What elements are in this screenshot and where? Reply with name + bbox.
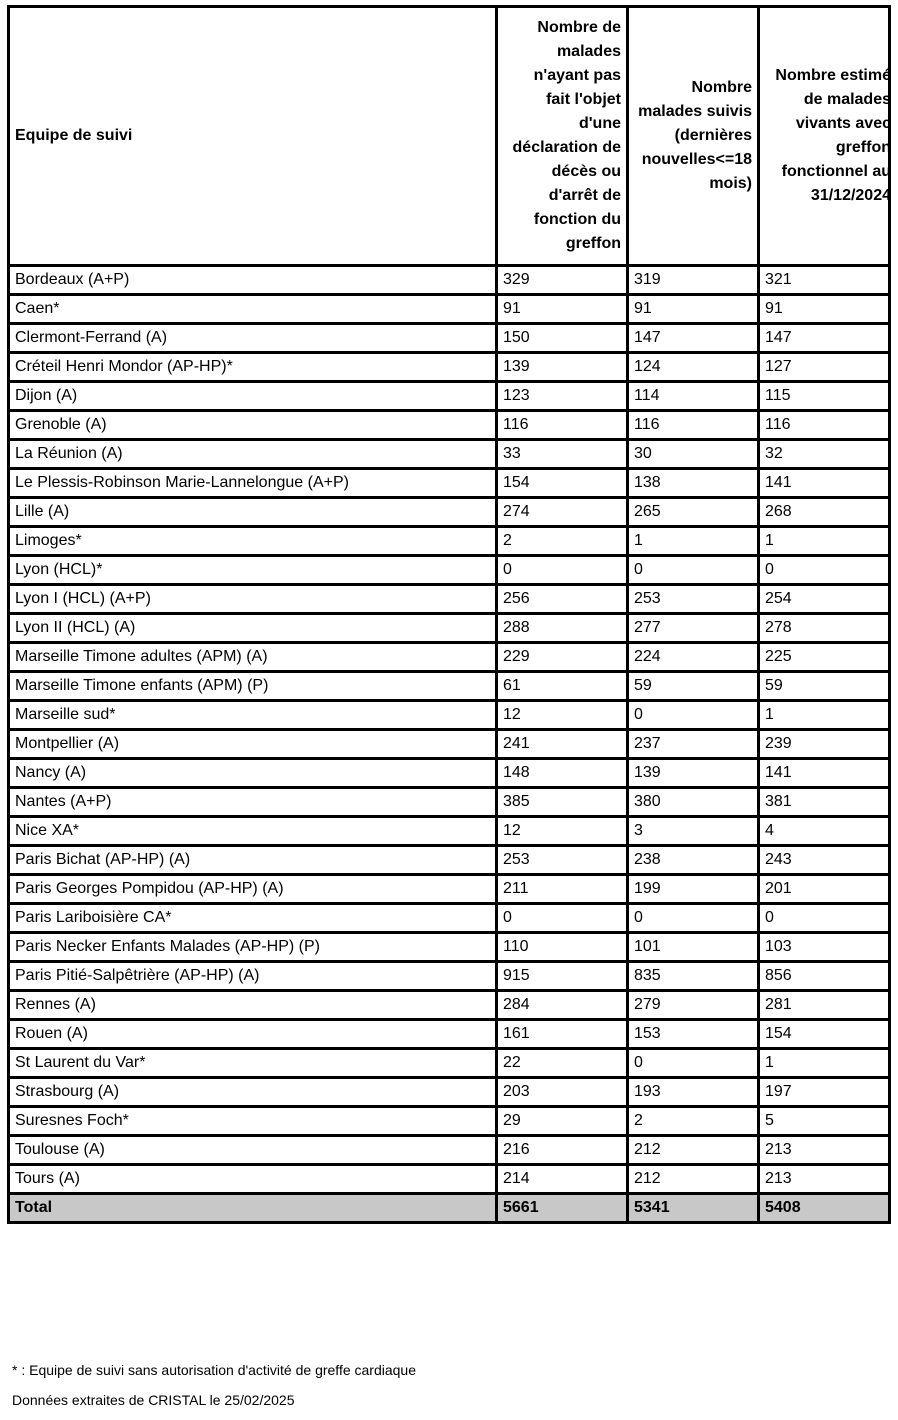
team-cell: Lyon II (HCL) (A) [9, 614, 497, 643]
col1-cell: 2 [497, 527, 628, 556]
col3-cell: 4 [759, 817, 890, 846]
table-row [9, 324, 890, 353]
table-row [9, 846, 890, 875]
header-team: Equipe de suivi [9, 7, 497, 266]
col1-cell: 154 [497, 469, 628, 498]
table-row [9, 701, 890, 730]
col1-cell: 161 [497, 1020, 628, 1049]
team-cell: Lille (A) [9, 498, 497, 527]
table-row [9, 788, 890, 817]
table-row [9, 1049, 890, 1078]
col3-cell: 116 [759, 411, 890, 440]
col1-cell: 110 [497, 933, 628, 962]
team-cell: Nancy (A) [9, 759, 497, 788]
table-row [9, 933, 890, 962]
col2-cell: 199 [628, 875, 759, 904]
col1-cell: 256 [497, 585, 628, 614]
col2-cell: 212 [628, 1165, 759, 1194]
table-row [9, 1078, 890, 1107]
table-row [9, 875, 890, 904]
col1-cell: 284 [497, 991, 628, 1020]
col3-cell: 59 [759, 672, 890, 701]
col2-cell: 238 [628, 846, 759, 875]
col1-cell: 0 [497, 904, 628, 933]
col3-cell: 147 [759, 324, 890, 353]
col3-cell: 321 [759, 266, 890, 295]
col1-cell: 139 [497, 353, 628, 382]
col3-cell: 243 [759, 846, 890, 875]
table-row [9, 469, 890, 498]
table-row [9, 614, 890, 643]
table-row [9, 556, 890, 585]
col1-cell: 12 [497, 701, 628, 730]
col1-cell: 116 [497, 411, 628, 440]
col3-cell: 278 [759, 614, 890, 643]
col3-cell: 103 [759, 933, 890, 962]
col3-cell: 239 [759, 730, 890, 759]
col3-cell: 381 [759, 788, 890, 817]
team-cell: Tours (A) [9, 1165, 497, 1194]
col3-cell: 254 [759, 585, 890, 614]
col3-cell: 154 [759, 1020, 890, 1049]
col2-cell: 0 [628, 1049, 759, 1078]
total-col3: 5408 [759, 1194, 890, 1223]
col3-cell: 141 [759, 759, 890, 788]
col2-cell: 319 [628, 266, 759, 295]
col1-cell: 274 [497, 498, 628, 527]
team-cell: Paris Lariboisière CA* [9, 904, 497, 933]
table-row [9, 411, 890, 440]
header-col3 [759, 7, 890, 266]
col3-cell: 141 [759, 469, 890, 498]
header-col2-label: Nombre malades suivis (dernières nouvelles<=18 mois) [638, 79, 752, 192]
col2-cell: 279 [628, 991, 759, 1020]
col3-cell: 115 [759, 382, 890, 411]
table-row [9, 672, 890, 701]
col1-cell: 61 [497, 672, 628, 701]
team-cell: Lyon I (HCL) (A+P) [9, 585, 497, 614]
col3-cell: 5 [759, 1107, 890, 1136]
table-row [9, 1020, 890, 1049]
col1-cell: 329 [497, 266, 628, 295]
team-cell: Marseille Timone enfants (APM) (P) [9, 672, 497, 701]
col2-cell: 212 [628, 1136, 759, 1165]
team-cell: Paris Bichat (AP-HP) (A) [9, 846, 497, 875]
table-row [9, 730, 890, 759]
team-cell: Paris Georges Pompidou (AP-HP) (A) [9, 875, 497, 904]
team-cell: Toulouse (A) [9, 1136, 497, 1165]
col2-cell: 380 [628, 788, 759, 817]
col2-cell: 138 [628, 469, 759, 498]
col2-cell: 3 [628, 817, 759, 846]
col2-cell: 1 [628, 527, 759, 556]
col2-cell: 116 [628, 411, 759, 440]
data-source: Données extraites de CRISTAL le 25/02/2025 [12, 1392, 295, 1408]
table-row [9, 1165, 890, 1194]
col2-cell: 153 [628, 1020, 759, 1049]
team-cell: Paris Necker Enfants Malades (AP-HP) (P) [9, 933, 497, 962]
col2-cell: 124 [628, 353, 759, 382]
col3-cell: 32 [759, 440, 890, 469]
team-cell: Nantes (A+P) [9, 788, 497, 817]
col1-cell: 211 [497, 875, 628, 904]
footnote: * : Equipe de suivi sans autorisation d'activité de greffe cardiaque [12, 1362, 416, 1378]
col1-cell: 150 [497, 324, 628, 353]
col1-cell: 216 [497, 1136, 628, 1165]
col1-cell: 33 [497, 440, 628, 469]
col2-cell: 277 [628, 614, 759, 643]
col2-cell: 30 [628, 440, 759, 469]
team-cell: La Réunion (A) [9, 440, 497, 469]
header-col1 [497, 7, 628, 266]
col2-cell: 2 [628, 1107, 759, 1136]
team-cell: Rennes (A) [9, 991, 497, 1020]
team-cell: Clermont-Ferrand (A) [9, 324, 497, 353]
col2-cell: 147 [628, 324, 759, 353]
col1-cell: 385 [497, 788, 628, 817]
table-row [9, 585, 890, 614]
col2-cell: 139 [628, 759, 759, 788]
col2-cell: 835 [628, 962, 759, 991]
team-cell: Paris Pitié-Salpêtrière (AP-HP) (A) [9, 962, 497, 991]
follow-up-table [7, 5, 891, 1224]
team-cell: Nice XA* [9, 817, 497, 846]
col2-cell: 91 [628, 295, 759, 324]
col3-cell: 281 [759, 991, 890, 1020]
col1-cell: 203 [497, 1078, 628, 1107]
col3-cell: 856 [759, 962, 890, 991]
table-row [9, 527, 890, 556]
team-cell: Bordeaux (A+P) [9, 266, 497, 295]
team-cell: Limoges* [9, 527, 497, 556]
col2-cell: 0 [628, 556, 759, 585]
col2-cell: 265 [628, 498, 759, 527]
col1-cell: 241 [497, 730, 628, 759]
team-cell: Créteil Henri Mondor (AP-HP)* [9, 353, 497, 382]
table-row [9, 440, 890, 469]
col1-cell: 288 [497, 614, 628, 643]
col3-cell: 201 [759, 875, 890, 904]
col2-cell: 193 [628, 1078, 759, 1107]
col1-cell: 123 [497, 382, 628, 411]
notes [12, 1360, 416, 1420]
col3-cell: 127 [759, 353, 890, 382]
header-row [9, 7, 890, 266]
col3-cell: 1 [759, 701, 890, 730]
total-col2: 5341 [628, 1194, 759, 1223]
team-cell: Lyon (HCL)* [9, 556, 497, 585]
table-row [9, 962, 890, 991]
col1-cell: 12 [497, 817, 628, 846]
table-row [9, 1136, 890, 1165]
team-cell: Strasbourg (A) [9, 1078, 497, 1107]
table-row [9, 991, 890, 1020]
col3-cell: 91 [759, 295, 890, 324]
col1-cell: 29 [497, 1107, 628, 1136]
table-row [9, 643, 890, 672]
table-row [9, 353, 890, 382]
team-cell: Grenoble (A) [9, 411, 497, 440]
table-row [9, 498, 890, 527]
col2-cell: 253 [628, 585, 759, 614]
col3-cell: 268 [759, 498, 890, 527]
col1-cell: 915 [497, 962, 628, 991]
team-cell: Marseille Timone adultes (APM) (A) [9, 643, 497, 672]
table-row [9, 759, 890, 788]
team-cell: Rouen (A) [9, 1020, 497, 1049]
total-col1: 5661 [497, 1194, 628, 1223]
col1-cell: 214 [497, 1165, 628, 1194]
col1-cell: 229 [497, 643, 628, 672]
col3-cell: 1 [759, 1049, 890, 1078]
col2-cell: 59 [628, 672, 759, 701]
col2-cell: 0 [628, 904, 759, 933]
total-label: Total [9, 1194, 497, 1223]
team-cell: Le Plessis-Robinson Marie-Lannelongue (A+P) [9, 469, 497, 498]
col3-cell: 225 [759, 643, 890, 672]
col2-cell: 237 [628, 730, 759, 759]
team-cell: Suresnes Foch* [9, 1107, 497, 1136]
col3-cell: 0 [759, 556, 890, 585]
team-cell: St Laurent du Var* [9, 1049, 497, 1078]
col1-cell: 148 [497, 759, 628, 788]
col1-cell: 253 [497, 846, 628, 875]
team-cell: Dijon (A) [9, 382, 497, 411]
table-row [9, 295, 890, 324]
table-row [9, 817, 890, 846]
col2-cell: 101 [628, 933, 759, 962]
table-row [9, 904, 890, 933]
col2-cell: 224 [628, 643, 759, 672]
table-body [9, 266, 890, 1223]
col3-cell: 213 [759, 1165, 890, 1194]
team-cell: Marseille sud* [9, 701, 497, 730]
col3-cell: 213 [759, 1136, 890, 1165]
col1-cell: 22 [497, 1049, 628, 1078]
col3-cell: 1 [759, 527, 890, 556]
col1-cell: 91 [497, 295, 628, 324]
team-cell: Montpellier (A) [9, 730, 497, 759]
header-col2 [628, 7, 759, 266]
col1-cell: 0 [497, 556, 628, 585]
col3-cell: 197 [759, 1078, 890, 1107]
header-col3-label: Nombre estimé de malades vivants avec greffon fonctionnel au 31/12/2024 [775, 67, 891, 204]
col3-cell: 0 [759, 904, 890, 933]
total-row [9, 1194, 890, 1223]
table-row [9, 1107, 890, 1136]
table-row [9, 266, 890, 295]
col2-cell: 114 [628, 382, 759, 411]
col2-cell: 0 [628, 701, 759, 730]
header-col1-label: Nombre de malades n'ayant pas fait l'objet d'une déclaration de décès ou d'arrêt de fonction du greffon [512, 19, 621, 252]
table-row [9, 382, 890, 411]
team-cell: Caen* [9, 295, 497, 324]
